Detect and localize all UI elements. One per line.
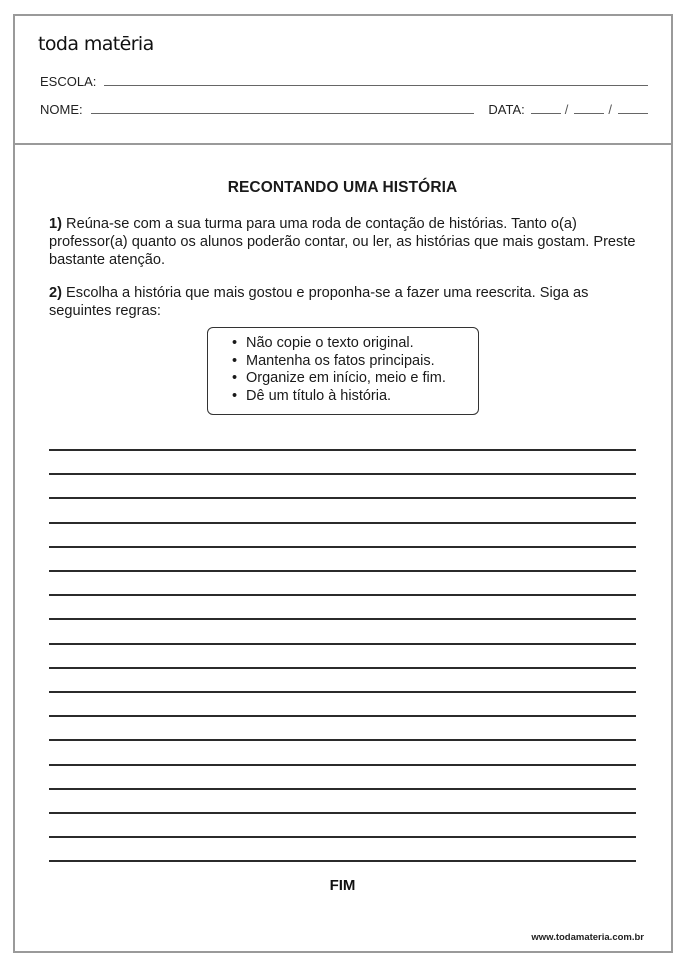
rule-text: Organize em início, meio e fim.	[246, 370, 446, 386]
rule-item	[230, 335, 478, 353]
question-text: Escolha a história que mais gostou e proponha-se a fazer uma reescrita. Siga as seguintes regras:	[49, 285, 589, 319]
writing-line[interactable]	[49, 788, 636, 790]
writing-line[interactable]	[49, 473, 636, 475]
date-separator: /	[564, 102, 569, 117]
date-month-blank[interactable]	[574, 113, 604, 114]
writing-line[interactable]	[49, 812, 636, 814]
question-text: Reúna-se com a sua turma para uma roda de contação de histórias. Tanto o(a) professor(a) quanto os alunos poderão contar, ou ler, as histórias que mais gostam. Preste bastante atenção.	[49, 216, 636, 268]
bullet-icon: •	[232, 387, 238, 404]
date-field	[488, 102, 648, 117]
writing-line[interactable]	[49, 860, 636, 862]
end-label: FIM	[329, 877, 356, 894]
name-date-row	[40, 102, 648, 117]
rule-text: Não copie o texto original.	[246, 335, 414, 351]
date-separator: /	[608, 102, 612, 117]
question-number: 1)	[49, 216, 62, 232]
bullet-icon: •	[232, 335, 238, 351]
date-day-blank[interactable]	[531, 113, 561, 114]
writing-line[interactable]	[49, 546, 636, 548]
brand-logo: toda matēria	[38, 33, 154, 55]
question-number: 2)	[49, 285, 62, 301]
rule-item	[230, 388, 478, 406]
writing-line[interactable]	[49, 449, 636, 451]
school-label: ESCOLA:	[40, 74, 97, 89]
writing-line[interactable]	[49, 643, 636, 645]
date-year-blank[interactable]	[618, 113, 648, 114]
writing-line[interactable]	[49, 618, 636, 620]
rules-list	[230, 335, 478, 405]
writing-line[interactable]	[49, 715, 636, 717]
rule-text: Dê um título à história.	[246, 387, 392, 404]
writing-line[interactable]	[49, 570, 636, 572]
school-blank-line[interactable]	[104, 85, 648, 86]
worksheet-header	[15, 16, 671, 145]
writing-line[interactable]	[49, 594, 636, 596]
writing-line[interactable]	[49, 497, 636, 499]
rule-item	[230, 353, 478, 371]
date-label: DATA:	[488, 102, 525, 117]
site-url: www.todamateria.com.br	[531, 932, 644, 943]
question-2	[49, 284, 649, 320]
bullet-icon: •	[232, 352, 238, 369]
writing-line[interactable]	[49, 667, 636, 669]
writing-line[interactable]	[49, 836, 636, 838]
writing-line[interactable]	[49, 691, 636, 693]
rule-item	[230, 370, 478, 388]
name-label: NOME:	[40, 102, 83, 117]
name-blank-line[interactable]	[91, 113, 475, 114]
rules-box	[207, 327, 479, 415]
writing-line[interactable]	[49, 522, 636, 524]
writing-line[interactable]	[49, 739, 636, 741]
question-1	[49, 215, 649, 269]
worksheet-title: RECONTANDO UMA HISTÓRIA	[227, 179, 458, 196]
bullet-icon: •	[232, 370, 238, 386]
rule-text: Mantenha os fatos principais.	[246, 352, 435, 369]
school-field-row	[40, 74, 648, 89]
writing-line[interactable]	[49, 764, 636, 766]
